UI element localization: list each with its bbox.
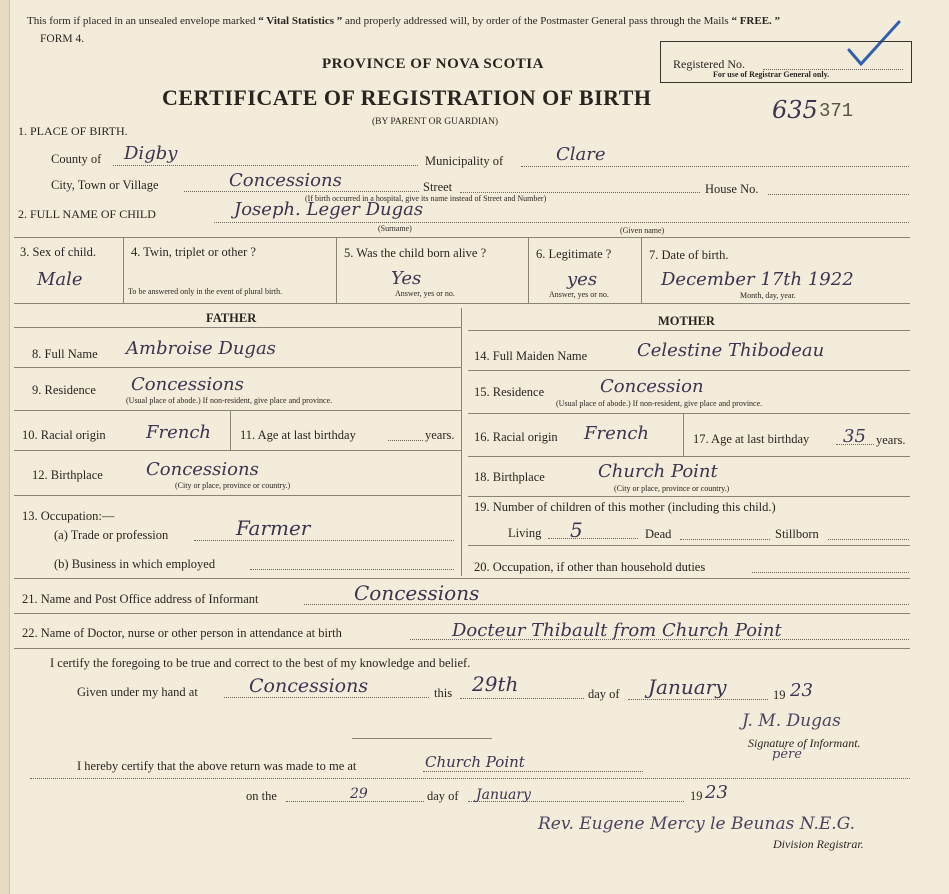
informant-label: 21. Name and Post Office address of Informant: [22, 592, 259, 606]
city-line: [184, 191, 419, 192]
mother-birthplace-value: Church Point: [598, 461, 718, 482]
twin-note: To be answered only in the event of plural birth.: [128, 287, 283, 296]
father-age-line: [388, 440, 423, 441]
given-label: Given under my hand at: [77, 685, 198, 699]
informant-signature: J. M. Dugas: [742, 711, 841, 731]
rule: [468, 330, 910, 331]
province-heading: PROVINCE OF NOVA SCOTIA: [322, 56, 544, 72]
child-name-value: Joseph. Leger Dugas: [234, 199, 424, 220]
child-name-line: [214, 222, 909, 223]
mother-residence-label: 15. Residence: [474, 385, 545, 399]
father-residence-value: Concessions: [131, 374, 244, 395]
rule: [468, 456, 910, 457]
registrar-label: Division Registrar.: [773, 837, 864, 851]
rule: [468, 413, 910, 414]
given-name-note: (Given name): [620, 226, 665, 235]
parents-divider: [461, 308, 462, 576]
county-value: Digby: [124, 143, 178, 164]
signature-note: père: [772, 747, 802, 762]
registrar-note: For use of Registrar General only.: [713, 70, 830, 79]
mother-heading: MOTHER: [658, 314, 715, 328]
municipality-value: Clare: [556, 144, 606, 165]
day-of-label-2: day of: [427, 789, 459, 803]
hospital-note: (If birth occurred in a hospital, give its name instead of Street and Number): [305, 194, 547, 203]
father-age-label: 11. Age at last birthday: [240, 428, 356, 442]
mother-residence-note: (Usual place of abode.) If non-resident, give place and province.: [556, 399, 763, 408]
registered-label: Registered No.: [673, 57, 745, 71]
alive-note: Answer, yes or no.: [395, 289, 455, 298]
certify-statement: I certify the foregoing to be true and correct to the best of my knowledge and belief.: [50, 656, 471, 670]
trade-value: Farmer: [236, 516, 311, 540]
legitimate-value: yes: [567, 269, 598, 290]
children-label: 19. Number of children of this mother (including this child.): [474, 500, 776, 514]
registrar-signature: Rev. Eugene Mercy le Beunas N.E.G.: [538, 814, 856, 834]
divider: [528, 237, 529, 303]
mother-age-value: 35: [843, 426, 866, 447]
doctor-value: Docteur Thibault from Church Point: [452, 620, 782, 641]
day-of-label: day of: [588, 687, 620, 701]
mother-years: years.: [876, 433, 906, 447]
year2-value: 23: [705, 782, 728, 803]
father-name-label: 8. Full Name: [32, 347, 98, 361]
father-birthplace-value: Concessions: [146, 459, 259, 480]
sex-value: Male: [37, 269, 83, 290]
father-birthplace-note: (City or place, province or country.): [175, 481, 291, 490]
living-value: 5: [570, 518, 583, 542]
city-value: Concessions: [229, 170, 342, 191]
business-label: (b) Business in which employed: [54, 557, 216, 571]
registration-number-handwritten: 635: [772, 96, 818, 124]
rule: [468, 370, 910, 371]
rule: [14, 648, 910, 649]
divider: [336, 237, 337, 303]
mother-birthplace-note: (City or place, province or country.): [614, 484, 730, 493]
month-line: [628, 699, 768, 700]
living-label: Living: [508, 526, 542, 540]
legitimate-note: Answer, yes or no.: [549, 290, 609, 299]
on-day-value: 29: [350, 786, 368, 802]
return-place-value: Church Point: [425, 753, 525, 771]
mother-name-value: Celestine Thibodeau: [637, 340, 825, 361]
surname-note: (Surname): [378, 224, 412, 233]
county-line: [113, 165, 418, 166]
year2-prefix: 19: [690, 789, 703, 803]
year-value: 23: [790, 680, 813, 701]
street-line: [460, 192, 700, 193]
birth-date-value: December 17th 1922: [661, 269, 854, 290]
stillborn-line: [828, 539, 909, 540]
day-line: [460, 698, 584, 699]
city-label: City, Town or Village: [51, 178, 159, 192]
rule: [14, 410, 461, 411]
rule: [14, 450, 461, 451]
doctor-label: 22. Name of Doctor, nurse or other person in attendance at birth: [22, 626, 342, 640]
mother-racial-label: 16. Racial origin: [474, 430, 558, 444]
mother-racial-value: French: [584, 423, 650, 444]
informant-value: Concessions: [354, 581, 480, 605]
page-subtitle: (BY PARENT OR GUARDIAN): [372, 117, 499, 127]
mother-name-label: 14. Full Maiden Name: [474, 349, 588, 363]
divider: [123, 237, 124, 303]
divider: [683, 413, 684, 456]
on-month-value: January: [476, 787, 531, 803]
municipality-line: [521, 166, 909, 167]
date-note: Month, day, year.: [740, 291, 796, 300]
father-years: years.: [425, 428, 455, 442]
binding-edge: [0, 0, 10, 894]
given-place-value: Concessions: [249, 675, 369, 697]
mother-age-label: 17. Age at last birthday: [693, 432, 810, 446]
father-heading: FATHER: [206, 311, 257, 325]
father-occupation-label: 13. Occupation:—: [22, 509, 115, 523]
rule: [14, 237, 910, 238]
child-name-label: 2. FULL NAME OF CHILD: [18, 207, 156, 221]
trade-label: (a) Trade or profession: [54, 528, 169, 542]
mother-occupation-label: 20. Occupation, if other than household duties: [474, 560, 706, 574]
registration-number-stamp: 371: [819, 100, 854, 122]
this-label: this: [434, 686, 453, 700]
dead-label: Dead: [645, 527, 672, 541]
divider-line: [30, 778, 910, 779]
stillborn-label: Stillborn: [775, 527, 819, 541]
mail-notice: This form if placed in an unsealed envelope marked “ Vital Statistics ” and properly addressed will, by order of the Postmaster General pass through the Mails “ FREE. ”: [27, 15, 781, 27]
street-label: Street: [423, 180, 453, 194]
father-racial-label: 10. Racial origin: [22, 428, 106, 442]
municipality-label: Municipality of: [425, 154, 504, 168]
divider: [641, 237, 642, 303]
signature-label: Signature of Informant.: [748, 736, 861, 750]
father-birthplace-label: 12. Birthplace: [32, 468, 103, 482]
month-value: January: [648, 675, 727, 699]
rule: [14, 303, 910, 304]
form-number: FORM 4.: [40, 33, 85, 45]
rule: [14, 327, 461, 328]
rule: [14, 495, 461, 496]
on-label: on the: [246, 789, 277, 803]
legitimate-label: 6. Legitimate ?: [536, 247, 612, 261]
return-statement: I hereby certify that the above return was made to me at: [77, 759, 357, 773]
house-line: [768, 194, 909, 195]
mother-birthplace-label: 18. Birthplace: [474, 470, 545, 484]
county-label: County of: [51, 152, 102, 166]
sex-label: 3. Sex of child.: [20, 245, 97, 259]
father-residence-label: 9. Residence: [32, 383, 96, 397]
date-label: 7. Date of birth.: [649, 248, 729, 262]
given-line: [224, 697, 429, 698]
house-label: House No.: [705, 182, 759, 196]
dead-line: [680, 539, 770, 540]
father-residence-note: (Usual place of abode.) If non-resident, give place and province.: [126, 396, 333, 405]
business-line: [250, 569, 454, 570]
living-line: [548, 538, 638, 539]
rule: [352, 738, 492, 739]
father-racial-value: French: [146, 422, 212, 443]
trade-line: [194, 540, 454, 541]
rule: [468, 496, 910, 497]
father-name-value: Ambroise Dugas: [126, 338, 276, 359]
return-line: [423, 771, 643, 772]
rule: [14, 367, 461, 368]
place-of-birth-heading: 1. PLACE OF BIRTH.: [18, 124, 128, 138]
page-title: CERTIFICATE OF REGISTRATION OF BIRTH: [162, 85, 652, 110]
divider: [230, 410, 231, 450]
day-value: 29th: [472, 672, 519, 696]
mother-occupation-line: [752, 572, 909, 573]
alive-value: Yes: [391, 268, 422, 289]
rule: [14, 613, 910, 614]
mother-residence-value: Concession: [600, 376, 704, 397]
twin-label: 4. Twin, triplet or other ?: [131, 245, 256, 259]
rule: [468, 545, 910, 546]
rule: [14, 578, 910, 579]
year-prefix: 19: [773, 688, 786, 702]
alive-label: 5. Was the child born alive ?: [344, 246, 487, 260]
